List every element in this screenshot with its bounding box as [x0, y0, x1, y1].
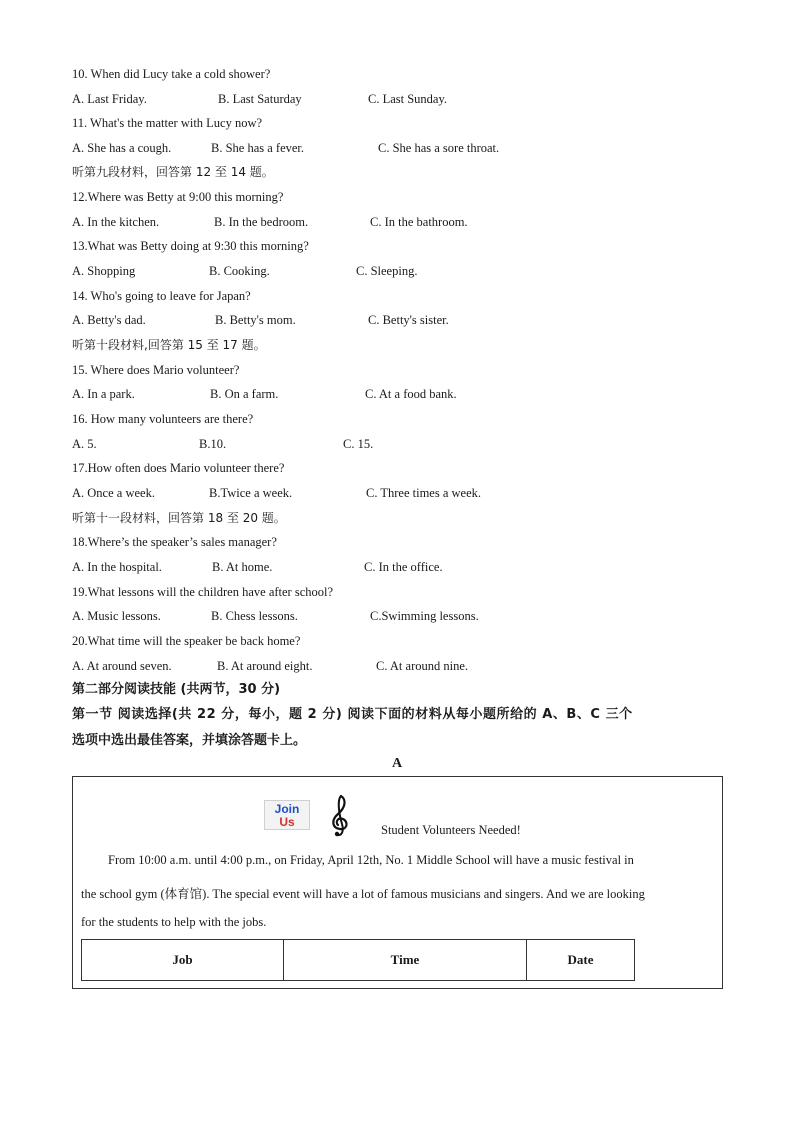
question-20: 20.What time will the speaker be back home?: [72, 634, 301, 648]
option-a: A. In the kitchen.: [72, 215, 160, 229]
option-a: A. Music lessons.: [72, 609, 161, 623]
header-time: Time: [284, 940, 527, 981]
question-10: 10. When did Lucy take a cold shower?: [72, 67, 271, 81]
option-c: C. At a food bank.: [365, 387, 457, 401]
option-b: B. At around eight.: [217, 659, 313, 673]
header-job: Job: [82, 940, 284, 981]
passage-label: A: [391, 756, 403, 771]
section-instruction-10: 听第十段材料,回答第 15 至 17 题。: [72, 338, 266, 352]
option-b: B.10.: [199, 437, 227, 451]
option-c: C. At around nine.: [376, 659, 469, 673]
table-header-row: [82, 940, 635, 981]
option-a: A. In a park.: [72, 387, 135, 401]
part2-instruction-line1: 第一节 阅读选择(共 22 分，每小，题 2 分) 阅读下面的材料从每小题所给的 A、B、C 三个: [72, 707, 633, 722]
option-b: B. On a farm.: [210, 387, 279, 401]
question-13: 13.What was Betty doing at 9:30 this morning?: [72, 239, 309, 253]
banner-text: Student Volunteers Needed!: [381, 823, 521, 837]
option-a: A. 5.: [72, 437, 97, 451]
option-c: C.Swimming lessons.: [370, 609, 479, 623]
option-c: C. In the bathroom.: [370, 215, 468, 229]
option-a: A. In the hospital.: [72, 560, 162, 574]
question-12: 12.Where was Betty at 9:00 this morning?: [72, 190, 284, 204]
part2-instruction-line2: 选项中选出最佳答案，并填涂答题卡上。: [72, 733, 307, 748]
join-us-logo: [264, 800, 310, 830]
question-11: 11. What's the matter with Lucy now?: [72, 116, 263, 130]
logo-line2: Us: [279, 815, 295, 829]
option-b: B.Twice a week.: [209, 486, 293, 500]
question-18: 18.Where’s the speaker’s sales manager?: [72, 535, 277, 549]
part2-heading: 第二部分阅读技能 (共两节，30 分): [72, 682, 281, 697]
question-16: 16. How many volunteers are there?: [72, 412, 254, 426]
section-instruction-11: 听第十一段材料，回答第 18 至 20 题。: [72, 511, 286, 525]
header-date: Date: [527, 940, 635, 981]
option-c: C. Sleeping.: [356, 264, 418, 278]
option-a: A. At around seven.: [72, 659, 172, 673]
option-b: B. Chess lessons.: [211, 609, 298, 623]
option-b: B. Cooking.: [209, 264, 270, 278]
option-a: A. She has a cough.: [72, 141, 172, 155]
notice-paragraph-line1: From 10:00 a.m. until 4:00 p.m., on Friday, April 12th, No. 1 Middle School will have a music festival in: [108, 853, 634, 867]
notice-paragraph-line2: the school gym (体育馆). The special event will have a lot of famous musicians and singers. And we are looking: [81, 887, 645, 901]
option-c: C. Three times a week.: [366, 486, 482, 500]
option-b: B. Betty's mom.: [215, 313, 296, 327]
option-a: A. Once a week.: [72, 486, 155, 500]
logo-line1: Join: [274, 802, 300, 816]
option-a: A. Shopping: [72, 264, 136, 278]
question-19: 19.What lessons will the children have after school?: [72, 585, 334, 599]
option-b: B. She has a fever.: [211, 141, 305, 155]
option-a: A. Betty's dad.: [72, 313, 146, 327]
option-c: C. She has a sore throat.: [378, 141, 500, 155]
notice-paragraph-line3: for the students to help with the jobs.: [81, 915, 267, 929]
treble-clef-icon: [325, 794, 355, 838]
question-14: 14. Who's going to leave for Japan?: [72, 289, 251, 303]
option-b: B. At home.: [212, 560, 273, 574]
option-c: C. 15.: [343, 437, 374, 451]
option-b: B. Last Saturday: [218, 92, 302, 106]
option-b: B. In the bedroom.: [214, 215, 309, 229]
option-c: C. In the office.: [364, 560, 443, 574]
question-15: 15. Where does Mario volunteer?: [72, 363, 240, 377]
section-instruction-9: 听第九段材料，回答第 12 至 14 题。: [72, 165, 274, 179]
option-c: C. Last Sunday.: [368, 92, 448, 106]
question-17: 17.How often does Mario volunteer there?: [72, 461, 285, 475]
option-c: C. Betty's sister.: [368, 313, 449, 327]
option-a: A. Last Friday.: [72, 92, 147, 106]
jobs-table: [81, 939, 635, 981]
